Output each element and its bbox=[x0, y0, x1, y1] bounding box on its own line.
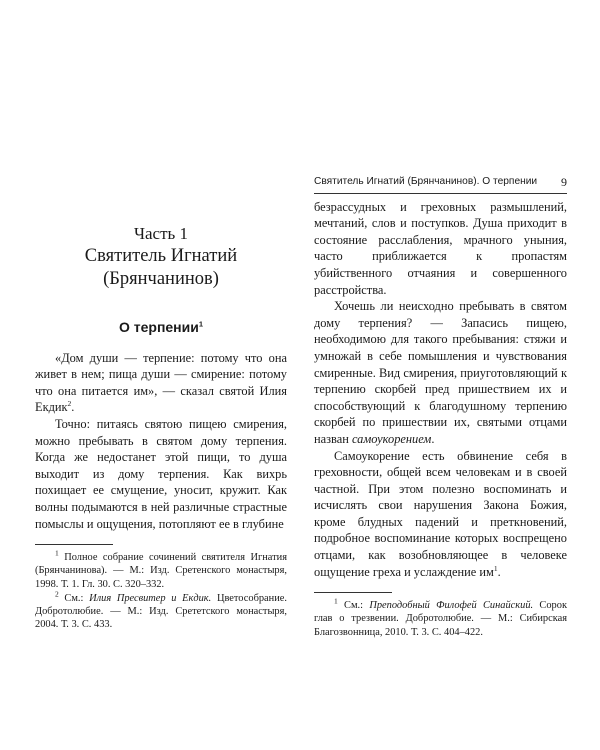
right-paragraph-3-end: . bbox=[497, 564, 501, 579]
right-footnote-1-mark: 1 bbox=[334, 596, 338, 606]
left-paragraph-1-end: . bbox=[71, 400, 75, 415]
chapter-footnote-mark: 1 bbox=[198, 319, 204, 329]
left-footnote-1-text: Полное собрание сочинений святителя Игнатия (Брянчанинова). — М.: Изд. Сретенского монастыря, 1998. Т. 1. Гл. 30. С. 320–332. bbox=[35, 552, 287, 590]
left-paragraph-1 bbox=[35, 350, 287, 416]
right-paragraph-3-fn-mark: 1 bbox=[493, 563, 498, 573]
left-footnote-rule bbox=[35, 544, 113, 545]
chapter-title-text: О терпении bbox=[118, 319, 199, 335]
left-page bbox=[35, 178, 287, 631]
left-footnote-2-mark: 2 bbox=[55, 589, 59, 599]
author-line-2: (Брянчанинов) bbox=[103, 269, 219, 289]
left-paragraph-1-fn-mark: 2 bbox=[67, 399, 72, 409]
left-paragraph-1-text: «Дом души — терпение: потому что она живет в нем; пища души — смирение: потому что она питается им», — сказал святой Илия Екдик bbox=[35, 350, 287, 415]
running-head bbox=[314, 174, 567, 194]
right-paragraph-3 bbox=[314, 448, 567, 581]
right-paragraph-2 bbox=[314, 298, 567, 447]
right-footnote-1 bbox=[314, 596, 567, 639]
left-footnote-2-prefix: См.: bbox=[64, 592, 84, 604]
right-paragraph-3-text: Самоукорение есть обвинение себя в греховности, общей всем человекам и в своей частной. При этом полезно воспоминать и исчислять свои нарушения Закона Божия, кроме блудных падений и преткновений, подробное воспоминание которых воспрещено отцами, как возобновляющее в человеке ощущение греха и услаждение им bbox=[314, 448, 567, 579]
right-footnote-1-prefix: См.: bbox=[344, 600, 364, 612]
right-paragraph-2-end: . bbox=[431, 431, 435, 446]
right-page bbox=[314, 174, 567, 639]
left-footnote-1 bbox=[35, 548, 287, 591]
right-paragraph-1: безрассудных и греховных размышлений, мечтаний, слов и поступков. Душа приходит в состояние расслабления, мрачного уныния, часто приближается к пропастям убийственного отчаяния и совершенного расстройства. bbox=[314, 199, 567, 297]
chapter-title bbox=[35, 319, 287, 336]
left-footnote-2-rest: Цветособрание. Добротолюбие. — М.: Изд. Срететского монастыря, 2004. Т. 3. С. 433. bbox=[35, 592, 287, 631]
right-footnote-1-rest: Сорок глав о трезвении. Добротолюбие. — М.: Сибирская Благозвонница, 2010. Т. 3. С. 404–422. bbox=[314, 600, 567, 638]
author-line-1: Святитель Игнатий bbox=[84, 246, 238, 266]
part-label: Часть 1 bbox=[133, 224, 189, 243]
right-paragraph-2-text: Хочешь ли неисходно пребывать в святом дому терпения? — Запасись пищею, необходимою для такого пребывания: стяжи и умножай в себе помышления и чувствования смиренные. Вид смирения, приуготовляющий к терпению скорбей пред пришествием их и способствующий к благодушному терпению скорбей по пришествии их, святыми отцами назван bbox=[314, 299, 567, 446]
running-head-title: Святитель Игнатий (Брянчанинов). О терпении bbox=[314, 176, 538, 187]
right-paragraph-2-italic: самоукорением bbox=[351, 431, 432, 446]
right-footnote-rule bbox=[314, 592, 392, 593]
page-number: 9 bbox=[561, 175, 567, 189]
left-paragraph-2: Точно: питаясь святою пищею смирения, можно пребывать в святом дому терпения. Когда же недостанет этой пищи, то душа выходит из дому терпения. Как вихрь похищает ее смущение, уносит, кружит. Как волны подымаются в ней различные страстные помыслы и ощущения, потопляют ее в глубине bbox=[35, 416, 287, 531]
left-footnote-2 bbox=[35, 589, 287, 632]
part-heading bbox=[35, 222, 287, 291]
left-footnote-1-mark: 1 bbox=[55, 548, 59, 558]
right-footnote-1-italic: Преподобный Филофей Синайский. bbox=[369, 600, 534, 612]
left-footnote-2-italic: Илия Пресвитер и Екдик. bbox=[89, 592, 212, 604]
